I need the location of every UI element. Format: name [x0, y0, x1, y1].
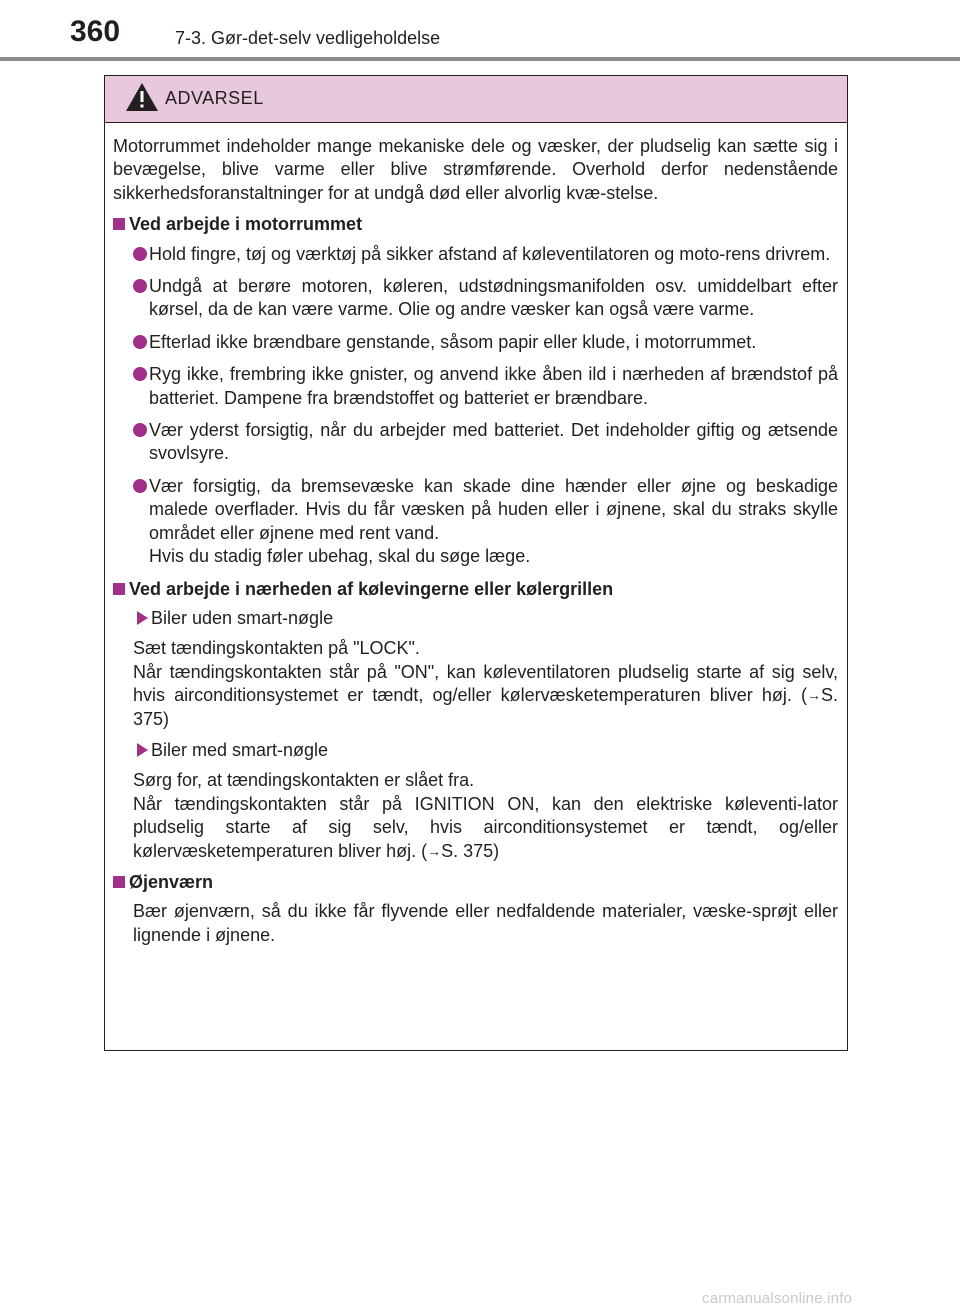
list-item	[113, 275, 838, 322]
list-item	[113, 419, 838, 466]
warning-header	[105, 76, 847, 123]
paragraph-line: Når tændingskontakten står på IGNITION ON, kan den elektriske køleventi-lator pludselig starte af sig selv, hvis airconditionsystemet er tændt, og/eller kølervæsketemperaturen bliver høj. (	[133, 793, 838, 861]
list-item-text: Undgå at berøre motoren, køleren, udstødningsmanifolden osv. umiddelbart efter kørsel, da de kan være varme. Olie og andre væsker kan også være varme.	[149, 276, 838, 320]
subheading-text: Biler uden smart-nøgle	[151, 607, 334, 628]
list-item-text: Vær yderst forsigtig, når du arbejder med batteriet. Det indeholder giftig og ætsende svovlsyre.	[149, 420, 838, 464]
section-heading-engine-bay	[113, 213, 838, 236]
round-bullet-icon	[133, 479, 147, 493]
list-item-text: Hold fingre, tøj og værktøj på sikker afstand af køleventilatoren og moto-rens drivrem.	[149, 243, 831, 264]
paragraph-with-smart-key	[113, 769, 838, 863]
page-reference-link[interactable]: S. 375)	[133, 685, 838, 729]
list-item	[113, 363, 838, 410]
list-item-text: Ryg ikke, frembring ikke gnister, og anvend ikke åben ild i nærheden af brændstof på batteriet. Dampene fra brændstoffet og batteriet er brændbare.	[149, 364, 838, 408]
page-reference-link[interactable]: S. 375)	[441, 840, 500, 861]
round-bullet-icon	[133, 423, 147, 437]
page-header	[0, 0, 960, 62]
round-bullet-icon	[133, 247, 147, 261]
paragraph-without-smart-key	[113, 637, 838, 731]
warning-box	[104, 75, 848, 1051]
list-item	[113, 331, 838, 354]
subheading-with-smart-key	[113, 739, 838, 762]
triangle-bullet-icon	[137, 743, 148, 757]
triangle-bullet-icon	[137, 611, 148, 625]
paragraph-eye-protection: Bær øjenværn, så du ikke får flyvende eller nedfaldende materialer, væske-sprøjt eller lignende i øjnene.	[133, 901, 838, 945]
section-heading-text: Ved arbejde i motorrummet	[129, 214, 363, 235]
list-item-text: Efterlad ikke brændbare genstande, såsom papir eller klude, i motorrummet.	[149, 331, 757, 352]
warning-body	[105, 123, 847, 947]
warning-intro: Motorrummet indeholder mange mekaniske dele og væsker, der pludselig kan sætte sig i bevægelse, blive varme eller blive strømførende. Overhold derfor nedenstående sikkerhedsforanstaltninger for at undgå død eller alvorlig kvæ-stelse.	[113, 136, 838, 203]
list-item-text: Vær forsigtig, da bremsevæske kan skade dine hænder eller øjne og beskadige malede overflader. Hvis du får væsken på huden eller i øjnene, skal du straks skylle området eller øjnene med rent vand.	[149, 475, 838, 543]
warning-label: ADVARSEL	[165, 88, 264, 108]
square-bullet-icon	[113, 218, 125, 230]
square-bullet-icon	[113, 876, 125, 888]
section-heading-radiator	[113, 578, 838, 601]
round-bullet-icon	[133, 335, 147, 349]
paragraph-line: Sørg for, at tændingskontakten er slået fra.	[133, 770, 475, 791]
list-item	[113, 243, 838, 266]
list-item	[113, 475, 838, 569]
arrow-right-icon: →	[806, 687, 821, 704]
square-bullet-icon	[113, 583, 125, 595]
warning-triangle-icon	[125, 82, 159, 112]
paragraph-line: Sæt tændingskontakten på "LOCK".	[133, 638, 420, 659]
round-bullet-icon	[133, 279, 147, 293]
subheading-without-smart-key	[113, 607, 838, 630]
watermark: carmanualsonline.info	[702, 1290, 853, 1307]
arrow-right-icon: →	[427, 842, 442, 859]
section-heading-text: Ved arbejde i nærheden af kølevingerne eller kølergrillen	[129, 578, 614, 599]
paragraph-line: Når tændingskontakten står på "ON", kan køleventilatoren pludselig starte af sig selv, hvis airconditionsystemet er tændt, og/eller kølervæsketemperaturen bliver høj. (	[133, 661, 838, 706]
header-rule	[0, 57, 960, 61]
list-item-extra-text: Hvis du stadig føler ubehag, skal du søge læge.	[149, 546, 531, 567]
section-heading-eye-protection	[113, 871, 838, 894]
round-bullet-icon	[133, 367, 147, 381]
section-title: 7-3. Gør-det-selv vedligeholdelse	[175, 28, 441, 48]
subheading-text: Biler med smart-nøgle	[151, 739, 329, 760]
section-heading-text: Øjenværn	[129, 871, 214, 892]
page-number: 360	[70, 15, 121, 48]
